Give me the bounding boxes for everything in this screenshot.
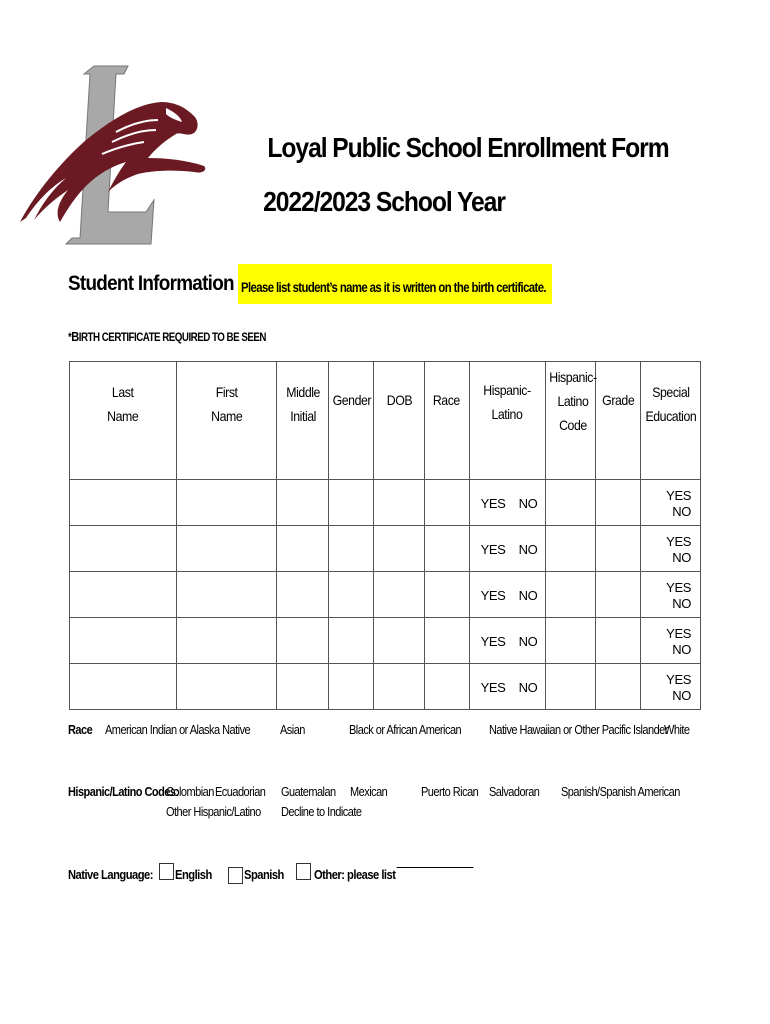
input-cell[interactable] [595, 480, 640, 526]
input-cell[interactable] [545, 480, 595, 526]
column-header-text: Code [558, 417, 587, 433]
input-cell[interactable] [424, 572, 469, 618]
input-cell[interactable] [374, 526, 424, 572]
race-option: American Indian or Alaska Native [105, 723, 251, 737]
race-option: Black or African American [349, 723, 462, 737]
column-header [329, 362, 374, 480]
input-cell[interactable] [424, 526, 469, 572]
input-cell[interactable] [177, 664, 277, 710]
input-cell[interactable] [595, 618, 640, 664]
student-table [69, 361, 701, 710]
hispanic-option: Other Hispanic/Latino [166, 805, 261, 819]
section-heading: Student Information [68, 272, 234, 295]
table-row [70, 664, 701, 710]
other-language-field[interactable] [396, 867, 473, 868]
input-cell[interactable] [329, 526, 374, 572]
spanish-label: Spanish [244, 867, 284, 882]
input-cell[interactable] [177, 618, 277, 664]
race-option: Native Hawaiian or Other Pacific Islander [489, 723, 668, 737]
column-header [177, 362, 277, 480]
hispanic-option: Salvadoran [489, 785, 540, 799]
hispanic-option: Guatemalan [281, 785, 336, 799]
column-header-text: DOB [386, 392, 412, 408]
column-header [277, 362, 329, 480]
hispanic-yes-no-cell[interactable] [469, 664, 545, 710]
school-year: 2022/2023 School Year [263, 186, 505, 217]
column-header [640, 362, 700, 480]
birth-cert-note: *BIRTH CERTIFICATE REQUIRED TO BE SEEN [68, 329, 266, 344]
column-header-text: Gender [332, 392, 371, 408]
column-header-text: Hispanic- [483, 382, 531, 398]
instruction-text: Please list student’s name as it is written on the birth certificate. [241, 280, 546, 295]
yes-no-options[interactable]: YES NO [666, 487, 691, 519]
hispanic-option: Puerto Rican [421, 785, 479, 799]
yes-no-options[interactable]: YES NO [480, 633, 538, 649]
table-header-row [70, 362, 701, 480]
race-option: Asian [280, 723, 305, 737]
input-cell[interactable] [329, 572, 374, 618]
input-cell[interactable] [374, 664, 424, 710]
input-cell[interactable] [424, 618, 469, 664]
input-cell[interactable] [277, 618, 329, 664]
other-label: Other: please list [314, 867, 396, 882]
hispanic-option: Decline to Indicate [281, 805, 362, 819]
spanish-checkbox[interactable] [228, 867, 243, 884]
special-ed-yes-no-cell[interactable] [640, 618, 700, 664]
column-header-text: Name [107, 408, 139, 424]
special-ed-yes-no-cell[interactable] [640, 526, 700, 572]
form-title: Loyal Public School Enrollment Form [267, 132, 669, 163]
special-ed-yes-no-cell[interactable] [640, 480, 700, 526]
input-cell[interactable] [424, 664, 469, 710]
input-cell[interactable] [70, 572, 177, 618]
column-header [70, 362, 177, 480]
input-cell[interactable] [595, 572, 640, 618]
hispanic-yes-no-cell[interactable] [469, 572, 545, 618]
yes-no-options[interactable]: YES NO [480, 541, 538, 557]
input-cell[interactable] [277, 572, 329, 618]
race-label: Race [68, 723, 93, 737]
hispanic-yes-no-cell[interactable] [469, 618, 545, 664]
input-cell[interactable] [329, 618, 374, 664]
column-header-text: Last [112, 384, 134, 400]
column-header-text: Race [433, 392, 461, 408]
yes-no-options[interactable]: YES NO [480, 495, 538, 511]
input-cell[interactable] [545, 526, 595, 572]
column-header-text: Special [651, 384, 690, 400]
special-ed-yes-no-cell[interactable] [640, 572, 700, 618]
input-cell[interactable] [70, 480, 177, 526]
english-checkbox[interactable] [159, 863, 174, 880]
input-cell[interactable] [595, 526, 640, 572]
yes-no-options[interactable]: YES NO [666, 671, 691, 703]
hispanic-label: Hispanic/Latino Codes: [68, 785, 179, 799]
table-row [70, 480, 701, 526]
table-row [70, 618, 701, 664]
yes-no-options[interactable]: YES NO [666, 533, 691, 565]
language-label: Native Language: [68, 867, 153, 882]
yes-no-options[interactable]: YES NO [666, 579, 691, 611]
input-cell[interactable] [177, 526, 277, 572]
school-logo [16, 62, 216, 252]
yes-no-options[interactable]: YES NO [480, 679, 538, 695]
column-header-text: Initial [290, 408, 316, 424]
column-header-text: Latino [491, 406, 523, 422]
input-cell[interactable] [277, 480, 329, 526]
table-row [70, 526, 701, 572]
input-cell[interactable] [424, 480, 469, 526]
instruction-highlight [238, 264, 552, 304]
input-cell[interactable] [545, 618, 595, 664]
input-cell[interactable] [374, 480, 424, 526]
hispanic-option: Colombian [166, 785, 214, 799]
hispanic-yes-no-cell[interactable] [469, 480, 545, 526]
hispanic-yes-no-cell[interactable] [469, 526, 545, 572]
column-header-text: Middle [286, 384, 320, 400]
input-cell[interactable] [70, 664, 177, 710]
column-header [545, 362, 595, 480]
column-header-text: First [215, 384, 238, 400]
race-option: White [664, 723, 690, 737]
column-header-text: Name [211, 408, 243, 424]
column-header-text: Grade [601, 392, 634, 408]
column-header [595, 362, 640, 480]
table-row [70, 572, 701, 618]
input-cell[interactable] [545, 572, 595, 618]
input-cell[interactable] [329, 664, 374, 710]
input-cell[interactable] [374, 572, 424, 618]
input-cell[interactable] [177, 572, 277, 618]
special-ed-yes-no-cell[interactable] [640, 664, 700, 710]
column-header-text: Latino [557, 393, 589, 409]
column-header [424, 362, 469, 480]
column-header-text: Hispanic- [548, 369, 597, 385]
input-cell[interactable] [595, 664, 640, 710]
hispanic-option: Mexican [350, 785, 388, 799]
column-header [469, 362, 545, 480]
hispanic-option: Spanish/Spanish American [561, 785, 680, 799]
input-cell[interactable] [277, 664, 329, 710]
yes-no-options[interactable]: YES NO [480, 587, 538, 603]
hispanic-option: Ecuadorian [215, 785, 266, 799]
column-header-text: Education [644, 408, 696, 424]
input-cell[interactable] [70, 618, 177, 664]
column-header [374, 362, 424, 480]
yes-no-options[interactable]: YES NO [666, 625, 691, 657]
input-cell[interactable] [177, 480, 277, 526]
input-cell[interactable] [70, 526, 177, 572]
input-cell[interactable] [374, 618, 424, 664]
english-label: English [175, 867, 212, 882]
input-cell[interactable] [277, 526, 329, 572]
input-cell[interactable] [329, 480, 374, 526]
other-checkbox[interactable] [296, 863, 311, 880]
input-cell[interactable] [545, 664, 595, 710]
